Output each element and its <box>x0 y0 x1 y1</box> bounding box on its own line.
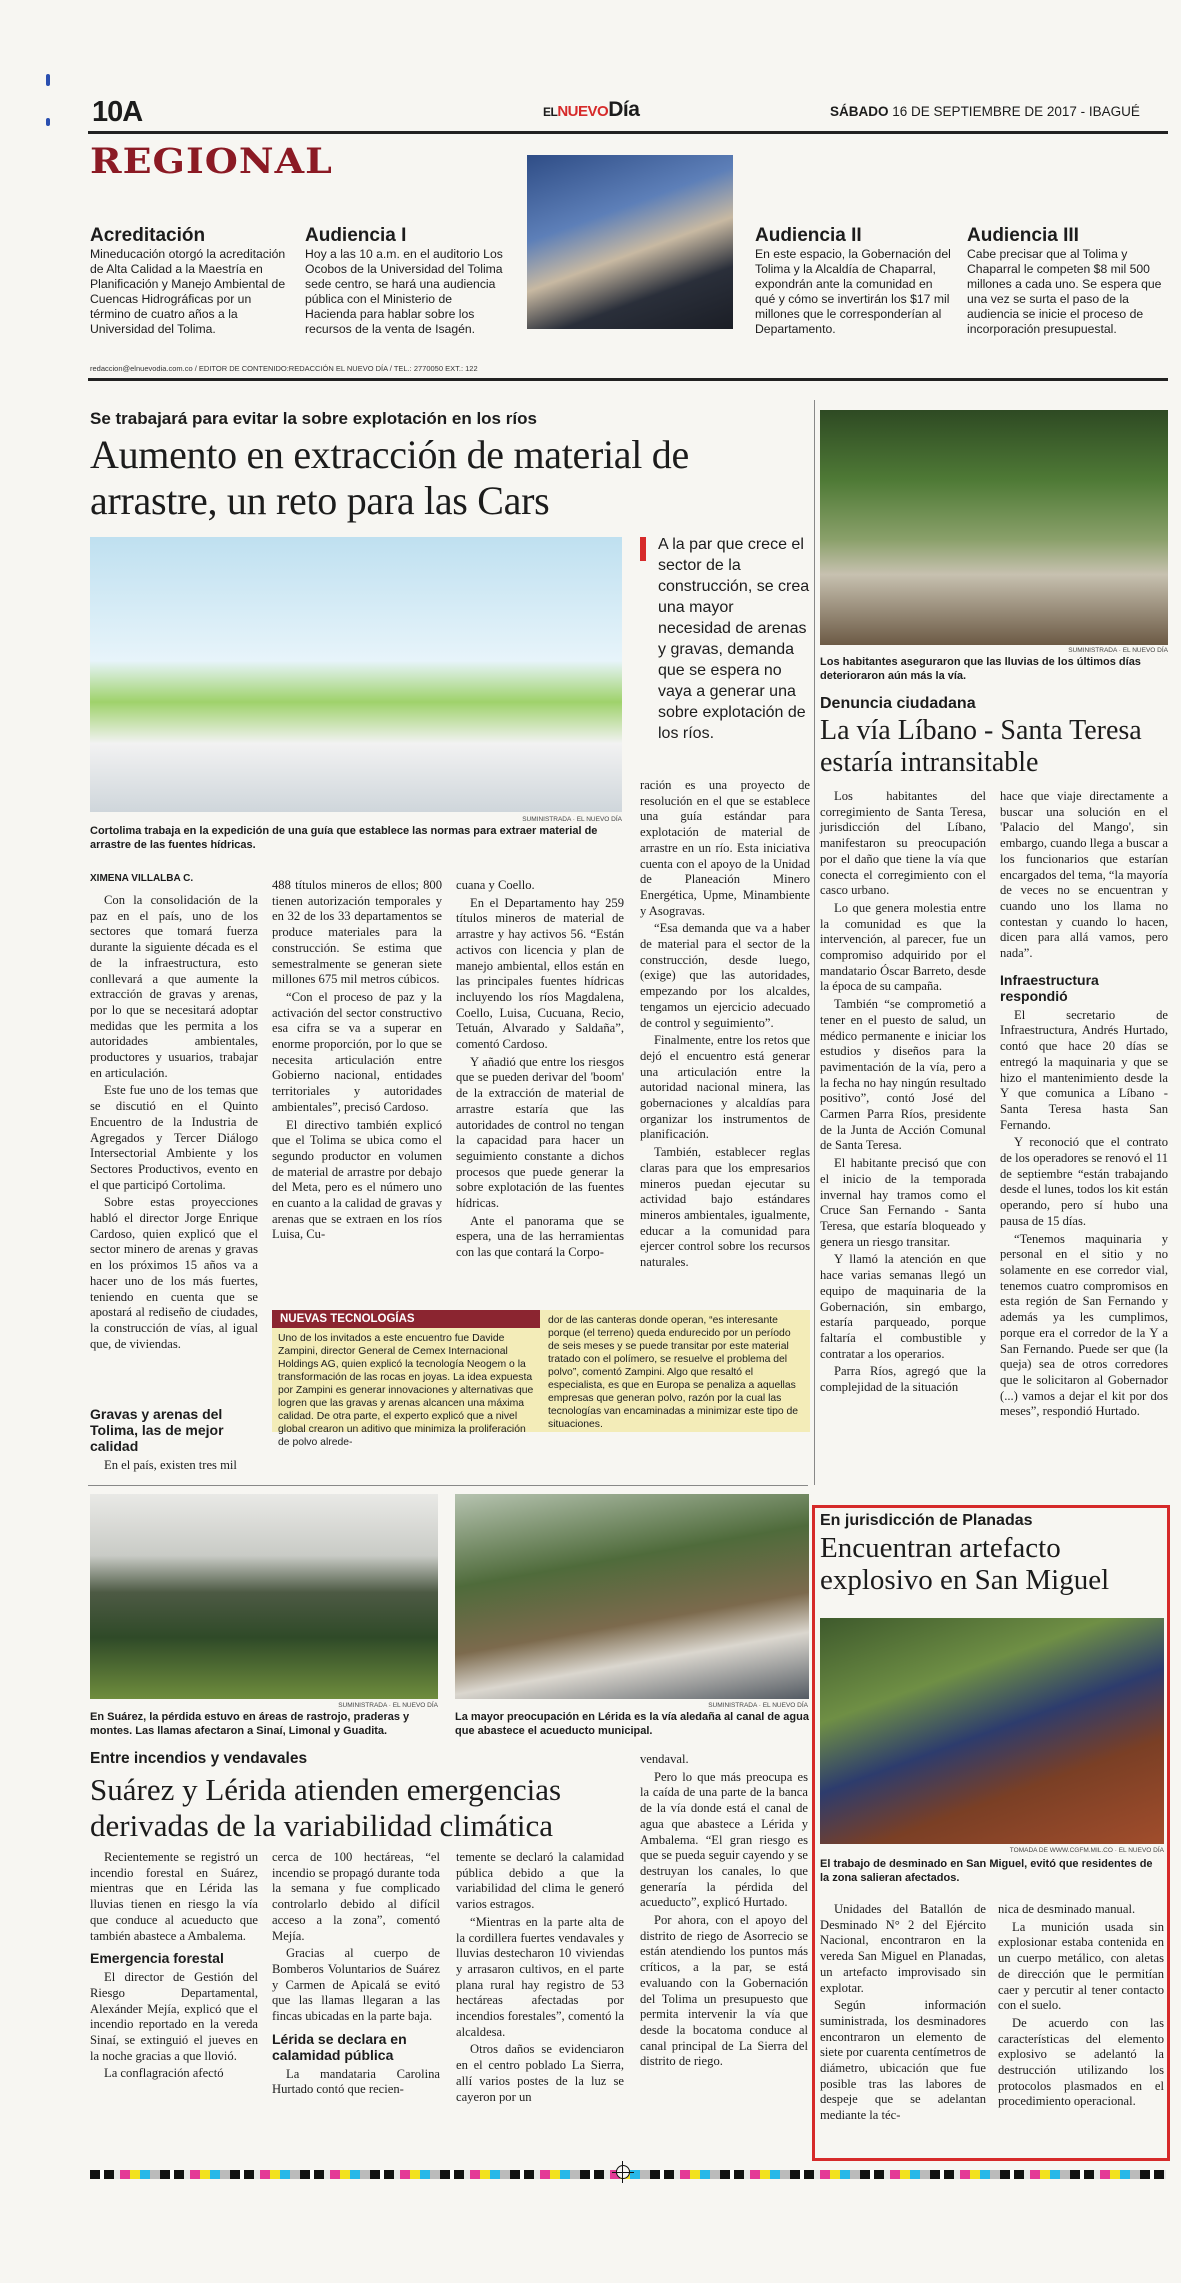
paragraph: De acuerdo con las características del elemento explosivo se adelantó la destrucción utilizando los protocolos plasmados en el procedimiento operacional. <box>998 2015 1164 2109</box>
paragraph: temente se declaró la calamidad pública debido a que la variabilidad del clima le generó varios estragos. <box>456 1850 624 1912</box>
planadas-col-2 <box>998 1902 1164 2112</box>
paragraph: El habitante precisó que con el inicio de la temporada invernal hay tramos como el Cruce San Fernando - Santa Teresa, que estaría bloqueado y genera un riesgo transitar. <box>820 1156 986 1249</box>
brief-text: Hoy a las 10 a.m. en el auditorio Los Ocobos de la Universidad del Tolima sede centro, se hará una audiencia pública con el Ministerio de Hacienda para hablar sobre los recursos de la venta de Isagén. <box>305 247 503 336</box>
planadas-col-1 <box>820 1902 986 2126</box>
paragraph: Recientemente se registró un incendio forestal en Suárez, mientras que en Lérida las lluvias tienen en riesgo la vía que conduce al acueducto que también abastece a Ambalema. <box>90 1850 258 1943</box>
road-photo-caption: Los habitantes aseguraron que las lluvias de los últimos días deterioraron aún más la vía. <box>820 656 1141 682</box>
main-col-2 <box>272 878 442 1245</box>
canal-photo <box>455 1494 809 1699</box>
paragraph: cuana y Coello. <box>456 878 535 892</box>
brief-audiencia-3 <box>967 225 1167 337</box>
section-divider <box>88 1485 808 1486</box>
bottom-col-3 <box>456 1850 624 2107</box>
paragraph: Sobre estas proyecciones habló el director Jorge Enrique Cardoso, quien explicó que el sector minero de arenas y gravas en los próximos 15 años va a hacer uno de los más fuertes, teniendo en cuenta que se apostará al rediseño de ciudades, la construcción de vías, al igual que, de viviendas. <box>90 1195 258 1351</box>
contact-credits: redaccion@elnuevodia.com.co / EDITOR DE CONTENIDO:REDACCIÓN EL NUEVO DÍA / TEL.: 2770050 EXT.: 122 <box>90 364 478 373</box>
date-day: SÁBADO <box>830 104 889 119</box>
paragraph: Y reconoció que el contrato de los operadores se renovó el 11 de septiembre “están trabajando desde el lunes, todos los kit están operando, pero sí hubo una pausa de 15 días. <box>1000 1135 1168 1228</box>
tech-box-left: Uno de los invitados a este encuentro fue Davide Zampini, director General de Cemex Internacional Holdings AG, quien explicó la tecnología Neogem o la transformación de las rocas en joyas. La idea expuesta por Zampini es generar innovaciones y alternativas que logren que las gravas y arenas alcancen una máxima calidad. De otra parte, el experto explicó que a nivel global crearon un aditivo que minimiza la proliferación de polvo alrede- <box>278 1333 534 1448</box>
paragraph: Y añadió que entre los riesgos que se pueden derivar del 'boom' de la extracción de material de arrastre estaría que las autoridades de control no tengan la capacidad para hacer un seguimiento constante a dichos procesos que puede generar la sobre explotación de las fuentes hídricas. <box>456 1054 624 1211</box>
paragraph: El director de Gestión del Riesgo Departamental, Alexánder Mejía, explicó que el incendio reportado en la vereda Sinaí, se extinguió el jueves en la noche gracias a que llovió. <box>90 1970 258 2063</box>
paragraph: Con la consolidación de la paz en el país, uno de los sectores que tomará fuerza durante la siguiente década es el de la infraestructura, esto conllevará a que aumente la extracción de gravas y arenas, por lo que se necesitará adoptar medidas que les permita a los autoridades ambientales, productores y usuarios, trabajar en articulación. <box>90 893 258 1080</box>
main-col-4 <box>640 778 810 1273</box>
paragraph: En el Departamento hay 259 títulos mineros de material de arrastre y hay activos 56. “Están activos con licencia y plan de manejo ambiental, ellos están en las principales fuentes hídricas incluyendo los ríos Magdalena, Coello, Luisa, Cucuana, Recio, Tetuán, Alvarado y Saldaña”, comentó Cardoso. <box>456 895 624 1052</box>
brief-title: Audiencia I <box>305 225 407 246</box>
conference-photo <box>90 537 622 812</box>
brief-audiencia-2 <box>755 225 955 337</box>
paragraph: Finalmente, entre los retos que dejó el encuentro está generar una articulación entre la autoridad nacional minera, las gobernaciones y alcaldías para organizar los instrumentos de planificación. <box>640 1033 810 1142</box>
brief-text: En este espacio, la Gobernación del Tolima y la Alcaldía de Chaparral, expondrán ante la comunidad en qué y cómo se invertirán los $17 mil millones que le corresponderían al Departamento. <box>755 247 951 336</box>
road-photo-credit: SUMINISTRADA · EL NUEVO DÍA <box>1068 647 1168 654</box>
canal-photo-caption: La mayor preocupación en Lérida es la vía aledaña al canal de agua que abastece el acueducto municipal. <box>455 1711 809 1737</box>
pullquote: A la par que crece el sector de la construcción, se crea una mayor necesidad de arenas y gravas, demanda que se espera no vaya a generar una sobre explotación de los ríos. <box>658 536 810 742</box>
brief-audiencia-1 <box>305 225 505 337</box>
paragraph: El secretario de Infraestructura, Andrés Hurtado, contó que hace 20 días se entregó la maquinaria y que se hizo el mantenimiento desde la Y que comunica a Líbano - Santa Teresa hasta San Fernando. <box>1000 1007 1168 1132</box>
bottom-col-1 <box>90 1850 258 2084</box>
paragraph: También “se comprometió a tener en el puesto de salud, un médico permanente e iniciar los estudios y diseños para la pavimentación de la vía, pero a la fecha no hay ningún resultado positivo”, contó José del Carmen Parra Ríos, presidente de la Junta de Acción Comunal de Santa Teresa. <box>820 997 986 1153</box>
masthead-rule <box>88 131 1168 134</box>
paragraph: “Mientras en la parte alta de la cordillera fuertes vendavales y lluvias destecharon 10 viviendas y arrasaron cultivos, en el parte plana rural hay registro de 53 hectáreas afectadas por incendios forestales”, comentó la alcaldesa. <box>456 1914 624 2039</box>
brand-highlight: NUEVO <box>557 103 609 120</box>
paragraph: Según información suministrada, los desminadores encontraron un elemento de siete por cuarenta centímetros de diámetro, ubicación que fue posible tras las labores de despeje que se adelantan mediante la téc- <box>820 1998 986 2123</box>
main-headline: Aumento en extracción de material de arrastre, un reto para las Cars <box>90 432 689 523</box>
right-col-1 <box>820 789 986 1398</box>
paragraph: Este fue uno de los temas que se discutió en el Quinto Encuentro de la Industria de Agregados y Tercer Diálogo Intersectorial Ambiente y los Sectores Productivos, evento en el que participó Cortolima. <box>90 1083 258 1192</box>
brief-acreditacion <box>90 225 290 337</box>
subhead-infraestructura: Infraestructura respondió <box>1000 971 1099 1004</box>
brand-logo <box>543 98 639 122</box>
mountain-photo-caption: En Suárez, la pérdida estuvo en áreas de rastrojo, praderas y montes. Las llamas afectaron a Sinaí, Limonal y Guadita. <box>90 1711 410 1737</box>
subhead-gravas: Gravas y arenas del Tolima, las de mejor calidad <box>90 1406 224 1454</box>
main-col-1-lower <box>90 1406 258 1476</box>
paragraph: Pero lo que más preocupa es la caída de una parte de la banca de la vía donde está el canal de agua que abastece a Lérida y Ambalema. “El gran riesgo es que se pueda seguir cayendo y se destruyan los canales, lo que generaría la pérdida del acueducto”, explicó Hurtado. <box>640 1769 808 1910</box>
margin-hole-mark-2 <box>46 118 50 126</box>
paragraph: La conflagración afectó <box>104 2066 224 2081</box>
right-kicker: Denuncia ciudadana <box>820 695 976 712</box>
minister-photo <box>527 155 733 329</box>
paragraph: nica de desminado manual. <box>998 1902 1136 1916</box>
photo-caption: Cortolima trabaja en la expedición de una guía que establece las normas para extraer material de arrastre de las fuentes hídricas. <box>90 825 598 851</box>
section-title: REGIONAL <box>90 139 333 182</box>
paragraph: La mandataria Carolina Hurtado contó que recien- <box>272 2066 440 2097</box>
mountain-photo <box>90 1494 438 1699</box>
deminer-photo <box>820 1618 1164 1844</box>
subhead-lerida: Lérida se declara en calamidad pública <box>272 2030 407 2063</box>
paragraph: Los habitantes del corregimiento de Santa Teresa, jurisdicción del Líbano, manifestaron su preocupación por el daño que tiene la vía que conecta el corregimiento con el casco urbano. <box>820 789 986 898</box>
subhead-emergencia: Emergencia forestal <box>90 1950 224 1967</box>
paragraph: También, establecer reglas claras para que los empresarios mineros puedan ejecutar su actividad bajo estándares mineros ambientales, igualmente, educar a la comunidad para ejercer control sobre los recursos naturales. <box>640 1145 810 1270</box>
registration-mark-cross-h <box>612 2172 634 2173</box>
paragraph: 488 títulos mineros de ellos; 800 tienen autorización temporales y en 32 de los 33 departamentos se produce materiales para la construcción. Se estima que semestralmente se generan siete millones 675 mil metros cúbicos. <box>272 878 442 987</box>
registration-mark-cross-v <box>622 2161 623 2183</box>
bottom-col-2 <box>272 1850 440 2100</box>
brand-suffix: Día <box>608 98 640 121</box>
column-rule <box>814 400 815 1485</box>
byline: XIMENA VILLALBA C. <box>90 873 194 884</box>
paragraph: “Tenemos maquinaria y personal en el sitio y no solamente en ese corredor vial, tenemos cuatro compromisos en esta región de San Fernando y además ya les cumplimos, porque era el corredor de la Y a San Fernando. Puede ser que (la queja) sea de otros corredores que le solicitaron al Gobernador (...) vamos a dejar el kit por dos meses”, respondió Hurtado. <box>1000 1231 1168 1419</box>
bottom-col-4 <box>640 1752 808 2072</box>
paragraph: Otros daños se evidenciaron en el centro poblado La Sierra, allí varios postes de la luz se cayeron por un <box>456 2042 624 2104</box>
brief-title: Audiencia III <box>967 225 1079 246</box>
paragraph: “Esa demanda que va a haber de material para el sector de la construcción, desde luego, (exige) que las autoridades, empezando por los alcaldes, tengamos un ejercicio adecuado de control y seguimiento”. <box>640 921 810 1030</box>
bottom-headline: Suárez y Lérida atienden emergencias derivadas de la variabilidad climática <box>90 1772 562 1843</box>
photo-credit: SUMINISTRADA · EL NUEVO DÍA <box>522 816 622 823</box>
paragraph: Unidades del Batallón de Desminado N° 2 del Ejército Nacional, encontraron en la vereda San Miguel en Planadas, un artefacto improvisado sin explotar. <box>820 1902 986 1995</box>
bottom-kicker: Entre incendios y vendavales <box>90 1750 308 1767</box>
brief-text: Cabe precisar que al Tolima y Chaparral le competen $8 mil 500 millones a cada uno. Se espera que una vez se surta el paso de la audiencia se inicie el proceso de incorporación presupuestal. <box>967 247 1162 336</box>
paragraph: Por ahora, con el apoyo del distrito de riego de Asorrecio se están atendiendo los puntos más críticos, a la par, se está evaluando con la Gobernación del Tolima un presupuesto que permita intervenir la vía que desde la bocatoma conduce al canal principal de La Sierra del distrito de riego. <box>640 1913 808 2069</box>
issue-date <box>830 104 1140 119</box>
tech-box-title: NUEVAS TECNOLOGÍAS <box>272 1310 540 1328</box>
road-photo <box>820 410 1168 645</box>
paragraph: ración es una proyecto de resolución en el que se establece una guía estándar para explotación de material de arrastre en un río. Esta iniciativa cuenta con el apoyo de la Unidad de Planeación Minero Energética, Upme, Minambiente y Asogravas. <box>640 778 810 918</box>
paragraph: El directivo también explicó que el Tolima se ubica como el segundo productor en volumen de material de arrastre por debajo del Meta, pero es el número uno en cuanto a la calidad de gravas y arenas que se extraen en los ríos Luisa, Cu- <box>272 1117 442 1242</box>
main-kicker: Se trabajará para evitar la sobre explotación en los ríos <box>90 409 537 428</box>
deminer-photo-credit: TOMADA DE WWW.CGFM.MIL.CO · EL NUEVO DÍA <box>1009 1847 1164 1854</box>
deminer-photo-caption: El trabajo de desminado en San Miguel, evitó que residentes de la zona salieran afectados. <box>820 1858 1153 1884</box>
paragraph: La munición usada sin explosionar estaba contenida en un cuerpo metálico, con aletas de dirección que le permitían caer y percutir al tener contacto con el suelo. <box>998 1919 1164 2013</box>
tech-box <box>272 1310 810 1448</box>
planadas-kicker: En jurisdicción de Planadas <box>820 1512 1033 1529</box>
right-col-2 <box>1000 789 1168 1422</box>
tech-box-right: dor de las canteras donde operan, “es interesante porque (el terreno) queda endurecido por un período de seis meses y se puede transitar por este material tratado con el polímero, se resuelve el problema del polvo”, comentó Zampini. Algo que resaltó el especialista, es que en Europa se penaliza a aquellas empresas que generan polvo, razón por la cual las tecnologías van encaminadas a minimizar este tipo de situaciones. <box>548 1315 799 1430</box>
paragraph: Lo que genera molestia entre la comunidad es que la intervención, al parecer, fue un compromiso adquirido por el mandatario Óscar Barreto, desde la época de su campaña. <box>820 900 986 994</box>
paragraph: cerca de 100 hectáreas, “el incendio se propagó durante toda la semana y fue complicado controlarlo debido al difícil acceso a la zona”, comentó Mejía. <box>272 1850 440 1943</box>
main-col-3 <box>456 878 624 1263</box>
paragraph: Gracias al cuerpo de Bomberos Voluntarios de Suárez y Carmen de Apicalá se evitó que las llamas llegaran a las fincas ubicadas en la parte baja. <box>272 1946 440 2024</box>
main-col-1 <box>90 893 258 1354</box>
right-headline: La vía Líbano - Santa Teresa estaría intransitable <box>820 715 1142 778</box>
page-number: 10A <box>92 96 143 128</box>
brand-prefix: EL <box>543 105 558 119</box>
canal-photo-credit: SUMINISTRADA · EL NUEVO DÍA <box>708 1702 808 1709</box>
paragraph: En el país, existen tres mil <box>104 1458 237 1472</box>
planadas-headline: Encuentran artefacto explosivo en San Miguel <box>820 1532 1110 1596</box>
date-rest: 16 DE SEPTIEMBRE DE 2017 - IBAGUÉ <box>892 104 1140 119</box>
pullquote-marker <box>640 537 646 561</box>
paragraph: Ante el panorama que se espera, una de las herramientas con las que contará la Corpo- <box>456 1213 624 1260</box>
brief-text: Mineducación otorgó la acreditación de Alta Calidad a la Maestría en Planificación y Manejo Ambiental de Cuencas Hidrográficas por un término de cuatro años a la Universidad del Tolima. <box>90 247 286 336</box>
paragraph: Y llamó la atención en que hace varias semanas llegó un equipo de maquinaria de la Gobernación, sin embargo, estaría parqueado, porque faltaría el combustible y contratar a los operarios. <box>820 1252 986 1361</box>
brief-title: Acreditación <box>90 225 206 246</box>
briefs-rule <box>88 378 1168 381</box>
paragraph: vendaval. <box>640 1752 689 1766</box>
paragraph: hace que viaje directamente a buscar una solución en el 'Palacio del Mango', sin embargo, cuando llega a buscar a los funcionarios que estarían encargados del tema, “la mayoría de veces no se encuentran y cuando uno los llama no contestan y cuando lo hacen, dicen para allá vamos, pero nada”. <box>1000 789 1168 961</box>
mountain-photo-credit: SUMINISTRADA · EL NUEVO DÍA <box>338 1702 438 1709</box>
margin-hole-mark-1 <box>46 74 50 86</box>
brief-title: Audiencia II <box>755 225 862 246</box>
paragraph: “Con el proceso de paz y la activación del sector constructivo esa cifra se va a superar en enorme proporción, por lo que se necesita articulación entre Gobierno nacional, entidades territoriales y autoridades ambientales”, precisó Cardoso. <box>272 989 442 1114</box>
paragraph: Parra Ríos, agregó que la complejidad de la situación <box>820 1364 986 1395</box>
